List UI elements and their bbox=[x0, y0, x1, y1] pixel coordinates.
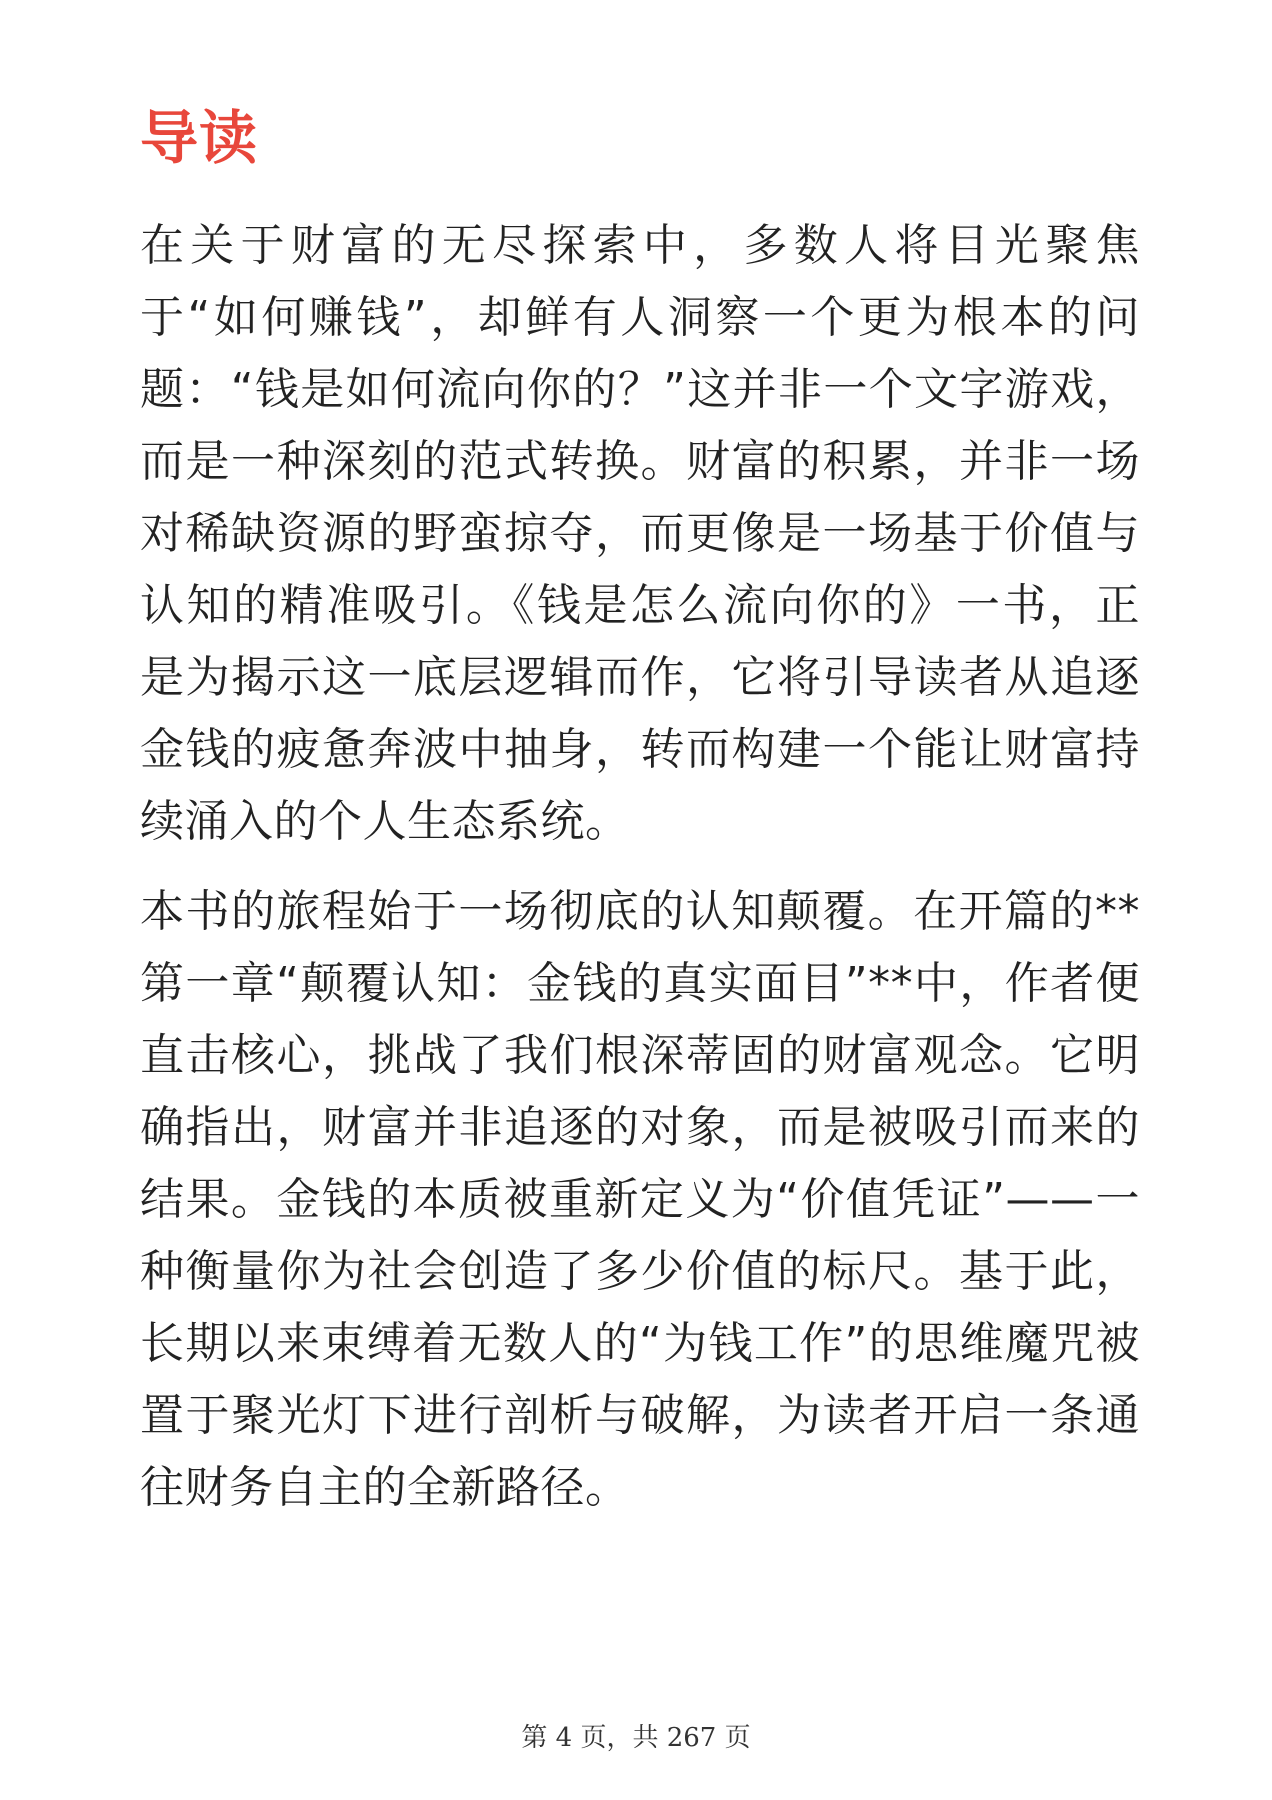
body-text bbox=[140, 210, 1140, 1542]
paragraph-1: 在关于财富的无尽探索中，多数人将目光聚焦于“如何赚钱”，却鲜有人洞察一个更为根本的问题：“钱是如何流向你的？”这并非一个文字游戏，而是一种深刻的范式转换。财富的积累，并非一场对稀缺资源的野蛮掠夺，而更像是一场基于价值与认知的精准吸引。《钱是怎么流向你的》一书，正是为揭示这一底层逻辑而作，它将引导读者从追逐金钱的疲惫奔波中抽身，转而构建一个能让财富持续涌入的个人生态系统。 bbox=[140, 220, 1140, 847]
paragraph-2: 本书的旅程始于一场彻底的认知颠覆。在开篇的**第一章“颠覆认知：金钱的真实面目”**中，作者便直击核心，挑战了我们根深蒂固的财富观念。它明确指出，财富并非追逐的对象，而是被吸引而来的结果。金钱的本质被重新定义为“价值凭证”——一种衡量你为社会创造了多少价值的标尺。基于此，长期以来束缚着无数人的“为钱工作”的思维魔咒被置于聚光灯下进行剖析与破解，为读者开启一条通往财务自主的全新路径。 bbox=[140, 886, 1140, 1513]
page-number-footer: 第 4 页，共 267 页 bbox=[521, 1723, 751, 1753]
section-heading: 导读 bbox=[140, 104, 259, 172]
